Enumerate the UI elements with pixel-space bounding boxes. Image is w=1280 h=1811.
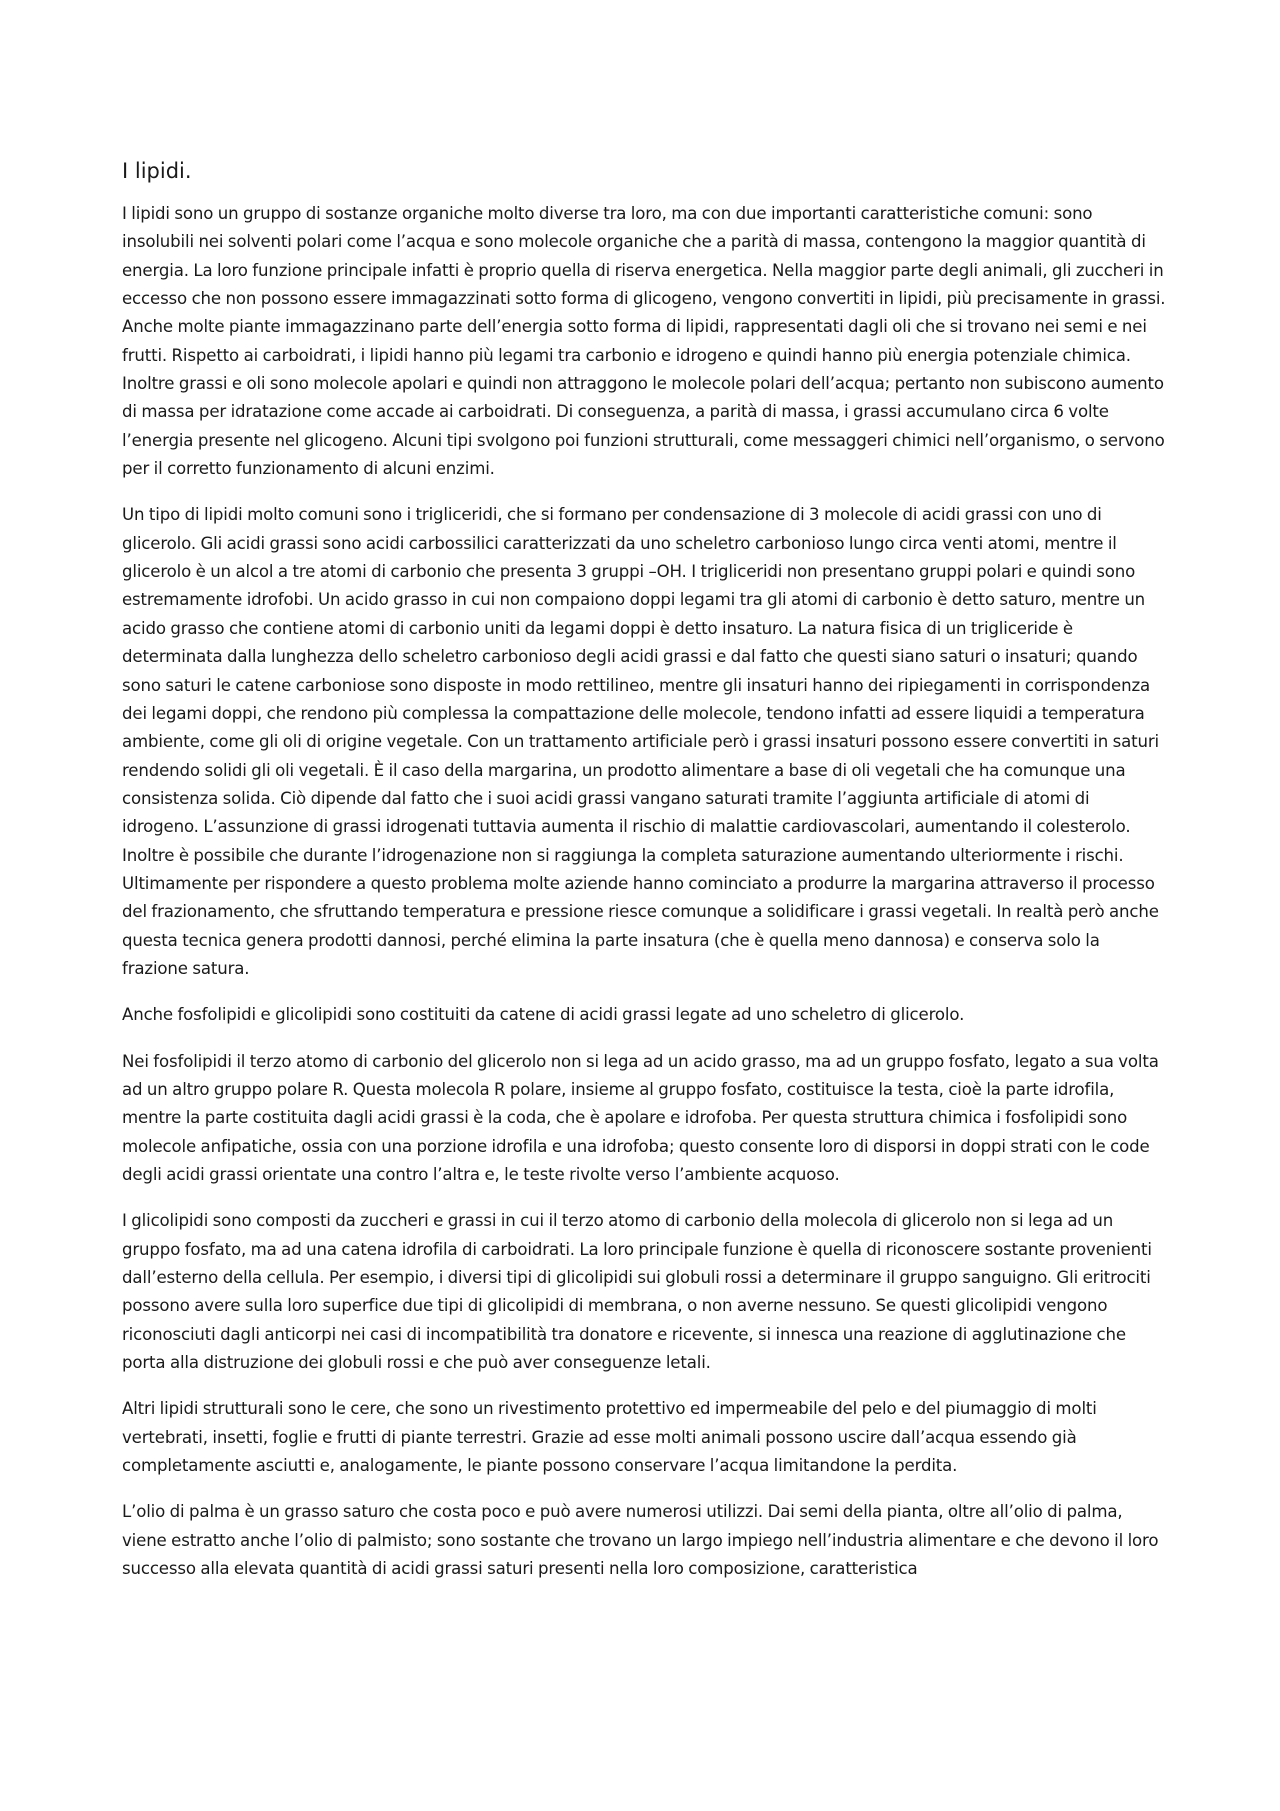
paragraph-cere: Altri lipidi strutturali sono le cere, che sono un rivestimento protettivo ed impermeabile del pelo e del piumaggio di molti vertebrati, insetti, foglie e frutti di piante terrestri. Grazie ad esse molti animali possono uscire dall’acqua essendo già completamente asciutti e, analogamente, le piante possono conservare l’acqua limitandone la perdita. bbox=[122, 1399, 1097, 1476]
paragraph-glicolipidi: I glicolipidi sono composti da zuccheri e grassi in cui il terzo atomo di carbonio della molecola di glicerolo non si lega ad un gruppo fosfato, ma ad una catena idrofila di carboidrati. La loro principale funzione è quella di riconoscere sostante provenienti dall’esterno della cellula. Per esempio, i diversi tipi di glicolipidi sui globuli rossi a determinare il gruppo sanguigno. Gli eritrociti possono avere sulla loro superfice due tipi di glicolipidi di membrana, o non averne nessuno. Se questi glicolipidi vengono riconosciuti dagli anticorpi nei casi di incompatibilità tra donatore e ricevente, si innesca una reazione di agglutinazione che porta alla distruzione dei globuli rossi e che può aver conseguenze letali. bbox=[122, 1211, 1152, 1373]
document-title: I lipidi. bbox=[122, 159, 192, 183]
paragraph-lipidi-intro: I lipidi sono un gruppo di sostanze organiche molto diverse tra loro, ma con due importanti caratteristiche comuni: sono insolubili nei solventi polari come l’acqua e sono molecole organiche che a parità di massa, contengono la maggior quantità di energia. La loro funzione principale infatti è proprio quella di riserva energetica. Nella maggior parte degli animali, gli zuccheri in eccesso che non possono essere immagazzinati sotto forma di glicogeno, vengono convertiti in lipidi, più precisamente in grassi. Anche molte piante immagazzinano parte dell’energia sotto forma di lipidi, rappresentati dagli oli che si trovano nei semi e nei frutti. Rispetto ai carboidrati, i lipidi hanno più legami tra carbonio e idrogeno e quindi hanno più energia potenziale chimica. Inoltre grassi e oli sono molecole apolari e quindi non attraggono le molecole polari dell’acqua; pertanto non subiscono aumento di massa per idratazione come accade ai carboidrati. Di conseguenza, a parità di massa, i grassi accumulano circa 6 volte l’energia presente nel glicogeno. Alcuni tipi svolgono poi funzioni strutturali, come messaggeri chimici nell’organismo, o servono per il corretto funzionamento di alcuni enzimi. bbox=[122, 204, 1166, 479]
paragraph-olio-di-palma: L’olio di palma è un grasso saturo che costa poco e può avere numerosi utilizzi. Dai semi della pianta, oltre all’olio di palma, viene estratto anche l’olio di palmisto; sono sostante che trovano un largo impiego nell’industria alimentare e che devono il loro successo alla elevata quantità di acidi grassi saturi presenti nella loro composizione, caratteristica bbox=[122, 1502, 1159, 1579]
paragraph-fosfolipidi-glicolipidi: Anche fosfolipidi e glicolipidi sono costituiti da catene di acidi grassi legate ad uno scheletro di glicerolo. bbox=[122, 1005, 965, 1025]
document-page bbox=[122, 156, 1167, 1601]
paragraph-fosfolipidi: Nei fosfolipidi il terzo atomo di carbonio del glicerolo non si lega ad un acido grasso, ma ad un gruppo fosfato, legato a sua volta ad un altro gruppo polare R. Questa molecola R polare, insieme al gruppo fosfato, costituisce la testa, cioè la parte idrofila, mentre la parte costituita dagli acidi grassi è la coda, che è apolare e idrofoba. Per questa struttura chimica i fosfolipidi sono molecole anfipatiche, ossia con una porzione idrofila e una idrofoba; questo consente loro di disporsi in doppi strati con le code degli acidi grassi orientate una contro l’altra e, le teste rivolte verso l’ambiente acquoso. bbox=[122, 1051, 1159, 1184]
paragraph-trigliceridi: Un tipo di lipidi molto comuni sono i trigliceridi, che si formano per condensazione di 3 molecole di acidi grassi con uno di glicerolo. Gli acidi grassi sono acidi carbossilici caratterizzati da uno scheletro carbonioso lungo circa venti atomi, mentre il glicerolo è un alcol a tre atomi di carbonio che presenta 3 gruppi –OH. I trigliceridi non presentano gruppi polari e quindi sono estremamente idrofobi. Un acido grasso in cui non compaiono doppi legami tra gli atomi di carbonio è detto saturo, mentre un acido grasso che contiene atomi di carbonio uniti da legami doppi è detto insaturo. La natura fisica di un trigliceride è determinata dalla lunghezza dello scheletro carbonioso degli acidi grassi e dal fatto che questi siano saturi o insaturi; quando sono saturi le catene carboniose sono disposte in modo rettilineo, mentre gli insaturi hanno dei ripiegamenti in corrispondenza dei legami doppi, che rendono più complessa la compattazione delle molecole, tendono infatti ad essere liquidi a temperatura ambiente, come gli oli di origine vegetale. Con un trattamento artificiale però i grassi insaturi possono essere convertiti in saturi rendendo solidi gli oli vegetali. È il caso della margarina, un prodotto alimentare a base di oli vegetali che ha comunque una consistenza solida. Ciò dipende dal fatto che i suoi acidi grassi vangano saturati tramite l’aggiunta artificiale di atomi di idrogeno. L’assunzione di grassi idrogenati tuttavia aumenta il rischio di malattie cardiovascolari, aumentando il colesterolo. Inoltre è possibile che durante l’idrogenazione non si raggiunga la completa saturazione aumentando ulteriormente i rischi. Ultimamente per rispondere a questo problema molte aziende hanno cominciato a produrre la margarina attraverso il processo del frazionamento, che sfruttando temperatura e pressione riesce comunque a solidificare i grassi vegetali. In realtà però anche questa tecnica genera prodotti dannosi, perché elimina la parte insatura (che è quella meno dannosa) e conserva solo la frazione satura. bbox=[122, 505, 1160, 978]
